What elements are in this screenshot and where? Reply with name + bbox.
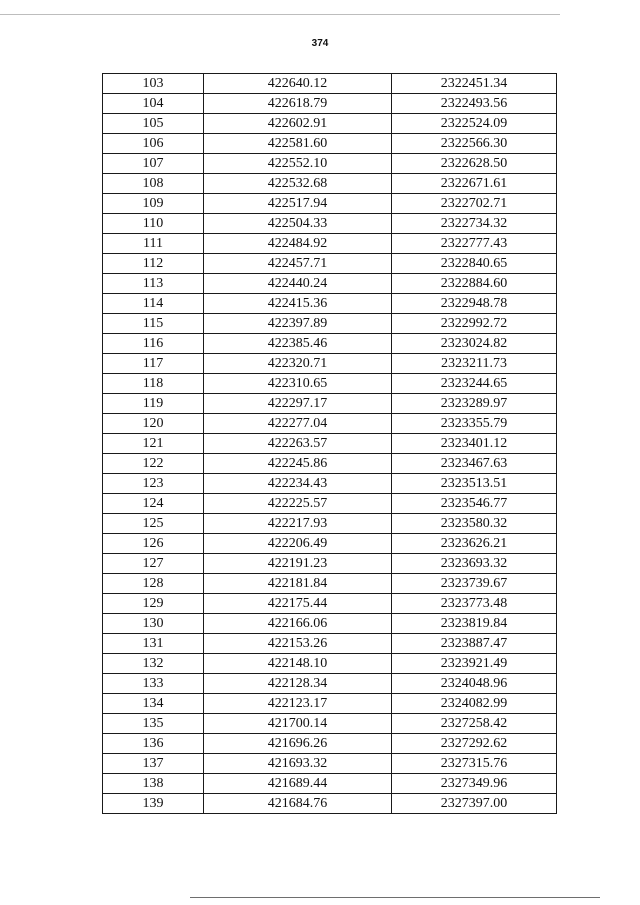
x-coordinate-cell: 421689.44: [204, 774, 392, 794]
x-coordinate-cell: 421684.76: [204, 794, 392, 814]
x-coordinate-cell: 422217.93: [204, 514, 392, 534]
y-coordinate-cell: 2324048.96: [392, 674, 557, 694]
x-coordinate-cell: 422123.17: [204, 694, 392, 714]
x-coordinate-cell: 422484.92: [204, 234, 392, 254]
point-number-cell: 118: [103, 374, 204, 394]
x-coordinate-cell: 421700.14: [204, 714, 392, 734]
top-rule: [0, 14, 560, 15]
x-coordinate-cell: 422191.23: [204, 554, 392, 574]
x-coordinate-cell: 422153.26: [204, 634, 392, 654]
coordinate-table-body: [103, 74, 557, 814]
table-row: [103, 494, 557, 514]
y-coordinate-cell: 2327315.76: [392, 754, 557, 774]
table-row: [103, 594, 557, 614]
y-coordinate-cell: 2322734.32: [392, 214, 557, 234]
table-row: [103, 774, 557, 794]
y-coordinate-cell: 2323355.79: [392, 414, 557, 434]
table-row: [103, 474, 557, 494]
y-coordinate-cell: 2323693.32: [392, 554, 557, 574]
point-number-cell: 128: [103, 574, 204, 594]
x-coordinate-cell: 422206.49: [204, 534, 392, 554]
point-number-cell: 110: [103, 214, 204, 234]
table-row: [103, 274, 557, 294]
point-number-cell: 135: [103, 714, 204, 734]
y-coordinate-cell: 2322992.72: [392, 314, 557, 334]
point-number-cell: 112: [103, 254, 204, 274]
y-coordinate-cell: 2323401.12: [392, 434, 557, 454]
point-number-cell: 124: [103, 494, 204, 514]
point-number-cell: 106: [103, 134, 204, 154]
table-row: [103, 554, 557, 574]
y-coordinate-cell: 2322566.30: [392, 134, 557, 154]
point-number-cell: 122: [103, 454, 204, 474]
point-number-cell: 116: [103, 334, 204, 354]
y-coordinate-cell: 2323244.65: [392, 374, 557, 394]
x-coordinate-cell: 422640.12: [204, 74, 392, 94]
x-coordinate-cell: 422166.06: [204, 614, 392, 634]
x-coordinate-cell: 422245.86: [204, 454, 392, 474]
x-coordinate-cell: 422175.44: [204, 594, 392, 614]
y-coordinate-cell: 2327258.42: [392, 714, 557, 734]
point-number-cell: 138: [103, 774, 204, 794]
x-coordinate-cell: 422602.91: [204, 114, 392, 134]
y-coordinate-cell: 2322628.50: [392, 154, 557, 174]
table-row: [103, 394, 557, 414]
point-number-cell: 139: [103, 794, 204, 814]
y-coordinate-cell: 2322884.60: [392, 274, 557, 294]
point-number-cell: 121: [103, 434, 204, 454]
table-row: [103, 514, 557, 534]
y-coordinate-cell: 2323024.82: [392, 334, 557, 354]
table-row: [103, 374, 557, 394]
y-coordinate-cell: 2323580.32: [392, 514, 557, 534]
point-number-cell: 105: [103, 114, 204, 134]
table-row: [103, 254, 557, 274]
x-coordinate-cell: 422552.10: [204, 154, 392, 174]
point-number-cell: 107: [103, 154, 204, 174]
point-number-cell: 111: [103, 234, 204, 254]
y-coordinate-cell: 2322671.61: [392, 174, 557, 194]
table-row: [103, 74, 557, 94]
point-number-cell: 120: [103, 414, 204, 434]
y-coordinate-cell: 2323921.49: [392, 654, 557, 674]
table-row: [103, 194, 557, 214]
point-number-cell: 117: [103, 354, 204, 374]
table-row: [103, 174, 557, 194]
y-coordinate-cell: 2322948.78: [392, 294, 557, 314]
y-coordinate-cell: 2327292.62: [392, 734, 557, 754]
y-coordinate-cell: 2322840.65: [392, 254, 557, 274]
point-number-cell: 133: [103, 674, 204, 694]
table-row: [103, 754, 557, 774]
x-coordinate-cell: 422181.84: [204, 574, 392, 594]
table-row: [103, 114, 557, 134]
point-number-cell: 108: [103, 174, 204, 194]
table-row: [103, 574, 557, 594]
y-coordinate-cell: 2322524.09: [392, 114, 557, 134]
table-row: [103, 634, 557, 654]
y-coordinate-cell: 2323289.97: [392, 394, 557, 414]
y-coordinate-cell: 2327349.96: [392, 774, 557, 794]
point-number-cell: 109: [103, 194, 204, 214]
point-number-cell: 123: [103, 474, 204, 494]
x-coordinate-cell: 422234.43: [204, 474, 392, 494]
table-row: [103, 134, 557, 154]
x-coordinate-cell: 422385.46: [204, 334, 392, 354]
table-row: [103, 674, 557, 694]
table-row: [103, 234, 557, 254]
x-coordinate-cell: 422277.04: [204, 414, 392, 434]
point-number-cell: 104: [103, 94, 204, 114]
table-row: [103, 154, 557, 174]
point-number-cell: 134: [103, 694, 204, 714]
point-number-cell: 129: [103, 594, 204, 614]
table-row: [103, 714, 557, 734]
x-coordinate-cell: 422397.89: [204, 314, 392, 334]
y-coordinate-cell: 2323513.51: [392, 474, 557, 494]
x-coordinate-cell: 422504.33: [204, 214, 392, 234]
y-coordinate-cell: 2323211.73: [392, 354, 557, 374]
x-coordinate-cell: 422128.34: [204, 674, 392, 694]
point-number-cell: 126: [103, 534, 204, 554]
point-number-cell: 103: [103, 74, 204, 94]
point-number-cell: 114: [103, 294, 204, 314]
y-coordinate-cell: 2322493.56: [392, 94, 557, 114]
table-row: [103, 214, 557, 234]
table-row: [103, 794, 557, 814]
table-row: [103, 94, 557, 114]
x-coordinate-cell: 422517.94: [204, 194, 392, 214]
table-row: [103, 294, 557, 314]
x-coordinate-cell: 422415.36: [204, 294, 392, 314]
table-row: [103, 454, 557, 474]
table-row: [103, 534, 557, 554]
y-coordinate-cell: 2323739.67: [392, 574, 557, 594]
table-row: [103, 314, 557, 334]
table-row: [103, 334, 557, 354]
point-number-cell: 137: [103, 754, 204, 774]
y-coordinate-cell: 2323887.47: [392, 634, 557, 654]
y-coordinate-cell: 2322451.34: [392, 74, 557, 94]
x-coordinate-cell: 422457.71: [204, 254, 392, 274]
table-row: [103, 614, 557, 634]
point-number-cell: 136: [103, 734, 204, 754]
bottom-rule: [190, 897, 600, 898]
y-coordinate-cell: 2323467.63: [392, 454, 557, 474]
table-row: [103, 734, 557, 754]
x-coordinate-cell: 422225.57: [204, 494, 392, 514]
x-coordinate-cell: 422297.17: [204, 394, 392, 414]
x-coordinate-cell: 422532.68: [204, 174, 392, 194]
x-coordinate-cell: 422618.79: [204, 94, 392, 114]
x-coordinate-cell: 422148.10: [204, 654, 392, 674]
table-row: [103, 434, 557, 454]
y-coordinate-cell: 2322777.43: [392, 234, 557, 254]
x-coordinate-cell: 422440.24: [204, 274, 392, 294]
table-row: [103, 654, 557, 674]
table-row: [103, 414, 557, 434]
y-coordinate-cell: 2323626.21: [392, 534, 557, 554]
y-coordinate-cell: 2322702.71: [392, 194, 557, 214]
x-coordinate-cell: 422581.60: [204, 134, 392, 154]
point-number-cell: 113: [103, 274, 204, 294]
point-number-cell: 127: [103, 554, 204, 574]
point-number-cell: 131: [103, 634, 204, 654]
x-coordinate-cell: 422263.57: [204, 434, 392, 454]
y-coordinate-cell: 2323773.48: [392, 594, 557, 614]
point-number-cell: 130: [103, 614, 204, 634]
y-coordinate-cell: 2323546.77: [392, 494, 557, 514]
coordinate-table: [102, 73, 557, 814]
point-number-cell: 125: [103, 514, 204, 534]
x-coordinate-cell: 421693.32: [204, 754, 392, 774]
y-coordinate-cell: 2324082.99: [392, 694, 557, 714]
point-number-cell: 115: [103, 314, 204, 334]
y-coordinate-cell: 2327397.00: [392, 794, 557, 814]
point-number-cell: 119: [103, 394, 204, 414]
page-number: 374: [311, 38, 329, 49]
table-row: [103, 694, 557, 714]
point-number-cell: 132: [103, 654, 204, 674]
x-coordinate-cell: 422320.71: [204, 354, 392, 374]
y-coordinate-cell: 2323819.84: [392, 614, 557, 634]
x-coordinate-cell: 421696.26: [204, 734, 392, 754]
table-row: [103, 354, 557, 374]
x-coordinate-cell: 422310.65: [204, 374, 392, 394]
